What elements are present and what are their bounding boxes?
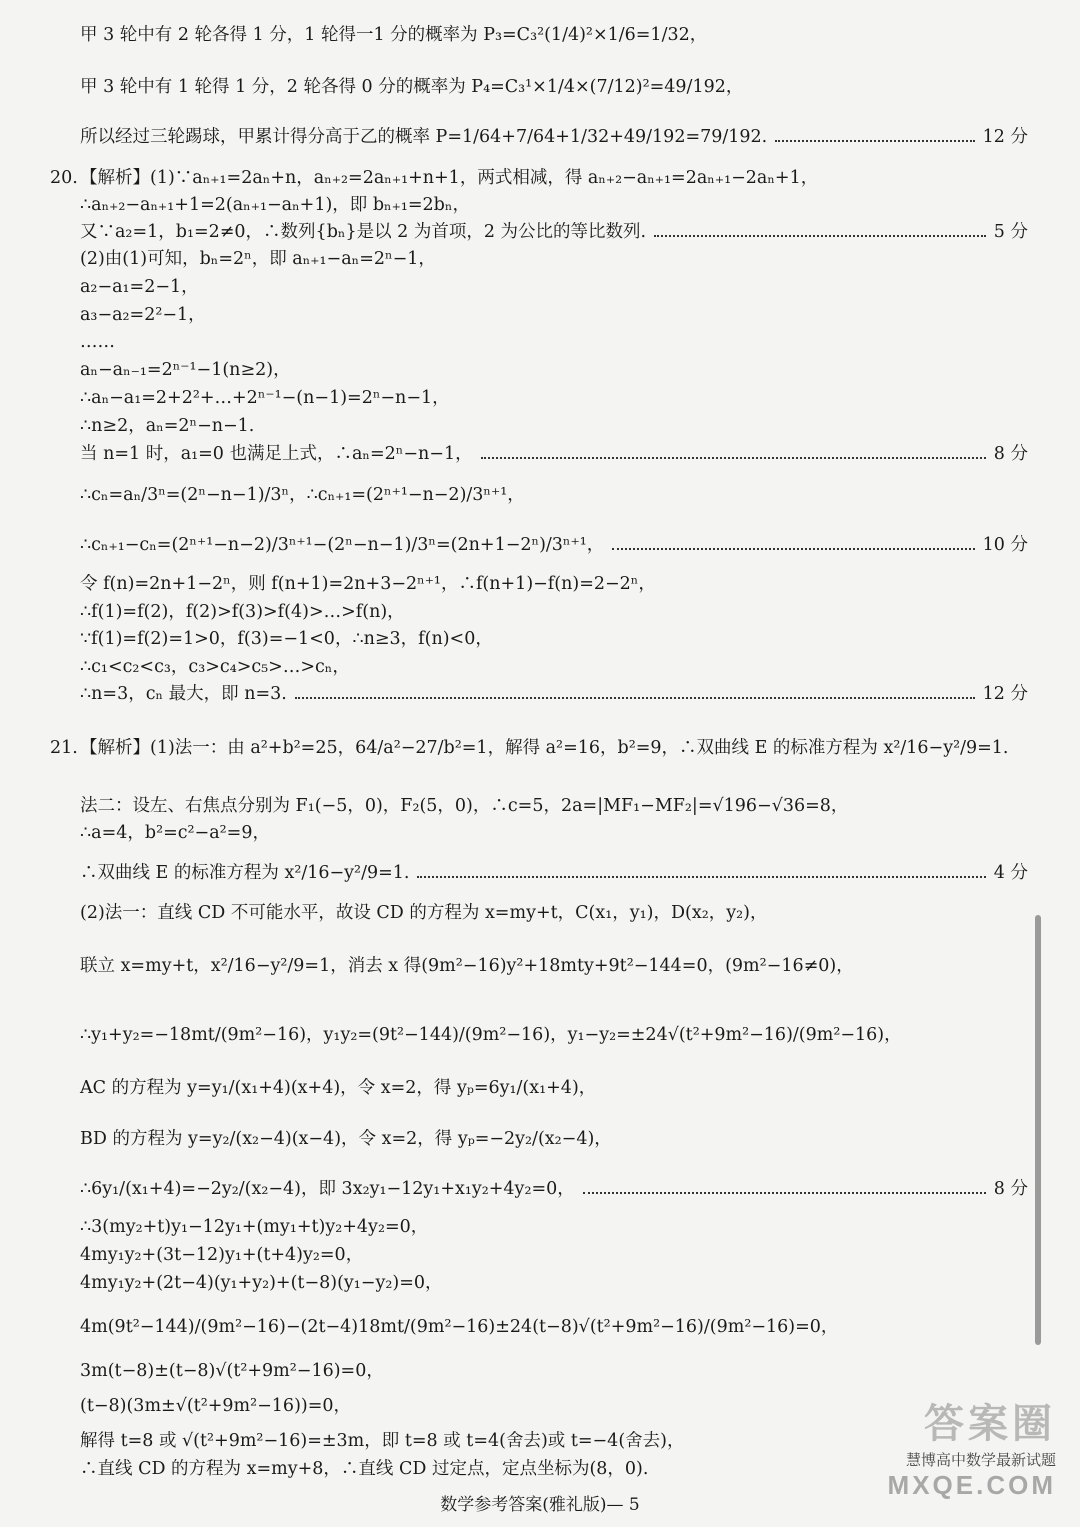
solution-line: AC 的方程为 y=y₁/(x₁+4)(x+4)，令 x=2，得 yₚ=6y₁/(x₁+4)， (80, 1078, 597, 1098)
solution-line: 4m(9t²−144)/(9m²−16)−(2t−4)18mt/(9m²−16)±24(t−8)√(t²+9m²−16)/(9m²−16)=0， (80, 1317, 839, 1337)
solution-line: ∴n≥2，aₙ=2ⁿ−n−1. (80, 416, 255, 436)
leader-dots (612, 548, 974, 550)
solution-line: ∴cₙ₊₁−cₙ=(2ⁿ⁺¹−n−2)/3ⁿ⁺¹−(2ⁿ−n−1)/3ⁿ=(2n+1−2ⁿ)/3ⁿ⁺¹， 10 分 (80, 532, 1028, 558)
solution-line: 又∵a₂=1，b₁=2≠0，∴数列{bₙ}是以 2 为首项，2 为公比的等比数列. 5 分 (80, 219, 1028, 245)
leader-dots (654, 235, 986, 237)
solution-line: ∴n=3，cₙ 最大，即 n=3. 12 分 (80, 681, 1028, 707)
solution-line: ∴直线 CD 的方程为 x=my+8，∴直线 CD 过定点，定点坐标为(8，0). (80, 1459, 649, 1479)
solution-line: 解得 t=8 或 √(t²+9m²−16)=±3m，即 t=8 或 t=4(舍去)或 t=−4(舍去)， (80, 1431, 685, 1451)
solution-line: 【解析】(1)法一：由 a²+b²=25，64/a²−27/b²=1，解得 a²=16，b²=9，∴双曲线 E 的标准方程为 x²/16−y²/9=1. (80, 738, 1009, 758)
solution-line: 甲 3 轮中有 1 轮得 1 分，2 轮各得 0 分的概率为 P₄=C₃¹×1/4×(7/12)²=49/192， (80, 77, 744, 97)
leader-dots (481, 457, 986, 459)
solution-line: a₃−a₂=2²−1， (80, 305, 206, 325)
score-label: 10 分 (982, 535, 1028, 555)
leader-dots (295, 697, 975, 699)
score-label: 8 分 (993, 444, 1028, 464)
solution-line: BD 的方程为 y=y₂/(x₂−4)(x−4)，令 x=2，得 yₚ=−2y₂/(x₂−4)， (80, 1129, 612, 1149)
score-label: 4 分 (993, 863, 1028, 883)
solution-line: 当 n=1 时，a₁=0 也满足上式，∴aₙ=2ⁿ−n−1， 8 分 (80, 441, 1028, 467)
solution-line: 4my₁y₂+(3t−12)y₁+(t+4)y₂=0， (80, 1245, 364, 1265)
scrollbar[interactable] (1035, 915, 1041, 1345)
solution-line: ∴6y₁/(x₁+4)=−2y₂/(x₂−4)，即 3x₂y₁−12y₁+x₁y₂+4y₂=0， 8 分 (80, 1176, 1028, 1202)
solution-line: 3m(t−8)±(t−8)√(t²+9m²−16)=0， (80, 1361, 384, 1381)
solution-line: ∴f(1)=f(2)，f(2)>f(3)>f(4)>…>f(n)， (80, 602, 405, 622)
solution-line: ∴3(my₂+t)y₁−12y₁+(my₁+t)y₂+4y₂=0， (80, 1217, 429, 1237)
score-label: 5 分 (993, 222, 1028, 242)
solution-line: (2)法一：直线 CD 不可能水平，故设 CD 的方程为 x=my+t，C(x₁，y₁)，D(x₂，y₂)， (80, 903, 768, 923)
solution-line: 【解析】(1)∵aₙ₊₁=2aₙ+n，aₙ₊₂=2aₙ₊₁+n+1，两式相减，得 aₙ₊₂−aₙ₊₁=2aₙ₊₁−2aₙ+1， (80, 168, 819, 188)
leader-dots (583, 1192, 986, 1194)
score-label: 8 分 (993, 1179, 1028, 1199)
solution-line: a₂−a₁=2−1， (80, 277, 199, 297)
solution-line: ∴c₁<c₂<c₃，c₃>c₄>c₅>…>cₙ， (80, 657, 350, 677)
solution-line: ∴双曲线 E 的标准方程为 x²/16−y²/9=1. 4 分 (80, 860, 1028, 886)
solution-line: 联立 x=my+t，x²/16−y²/9=1，消去 x 得(9m²−16)y²+18mty+9t²−144=0，(9m²−16≠0)， (80, 956, 854, 976)
watermark-site: MXQE.COM (887, 1470, 1056, 1500)
solution-line: …… (80, 332, 115, 352)
score-label: 12 分 (982, 127, 1028, 147)
score-label: 12 分 (982, 684, 1028, 704)
solution-line: ∴y₁+y₂=−18mt/(9m²−16)，y₁y₂=(9t²−144)/(9m²−16)，y₁−y₂=±24√(t²+9m²−16)/(9m²−16)， (80, 1025, 902, 1045)
solution-line: (t−8)(3m±√(t²+9m²−16))=0， (80, 1396, 352, 1416)
solution-line: ∴aₙ−a₁=2+2²+…+2ⁿ⁻¹−(n−1)=2ⁿ−n−1， (80, 388, 450, 408)
solution-line: aₙ−aₙ₋₁=2ⁿ⁻¹−1(n≥2)， (80, 360, 291, 380)
leader-dots (775, 140, 974, 142)
page-footer: 数学参考答案(雅礼版)— 5 (440, 1495, 640, 1515)
solution-line: ∴cₙ=aₙ/3ⁿ=(2ⁿ−n−1)/3ⁿ，∴cₙ₊₁=(2ⁿ⁺¹−n−2)/3ⁿ⁺¹， (80, 485, 525, 505)
solution-line: 法二：设左、右焦点分别为 F₁(−5，0)，F₂(5，0)，∴c=5，2a=|MF₁−MF₂|=√196−√36=8， (80, 796, 849, 816)
solution-line: 甲 3 轮中有 2 轮各得 1 分，1 轮得一1 分的概率为 P₃=C₃²(1/4)²×1/6=1/32， (80, 25, 708, 45)
watermark-brand: 慧博高中数学最新试题 (905, 1452, 1056, 1469)
question-number: 21. (50, 738, 78, 758)
solution-line: ∵f(1)=f(2)=1>0，f(3)=−1<0，∴n≥3，f(n)<0， (80, 629, 493, 649)
solution-line: 令 f(n)=2n+1−2ⁿ，则 f(n+1)=2n+3−2ⁿ⁺¹，∴f(n+1)−f(n)=2−2ⁿ， (80, 574, 656, 594)
solution-line: ∴a=4，b²=c²−a²=9， (80, 823, 270, 843)
question-number: 20. (50, 168, 78, 188)
solution-line: (2)由(1)可知，bₙ=2ⁿ，即 aₙ₊₁−aₙ=2ⁿ−1， (80, 249, 436, 269)
solution-line: ∴aₙ₊₂−aₙ₊₁+1=2(aₙ₊₁−aₙ+1)，即 bₙ₊₁=2bₙ， (80, 195, 470, 215)
solution-line: 4my₁y₂+(2t−4)(y₁+y₂)+(t−8)(y₁−y₂)=0， (80, 1273, 443, 1293)
leader-dots (417, 876, 985, 878)
solution-line: 所以经过三轮踢球，甲累计得分高于乙的概率 P=1/64+7/64+1/32+49/192=79/192. 12 分 (80, 124, 1028, 150)
watermark (888, 1392, 1056, 1501)
watermark-logo: 答案圈 (924, 1402, 1056, 1446)
